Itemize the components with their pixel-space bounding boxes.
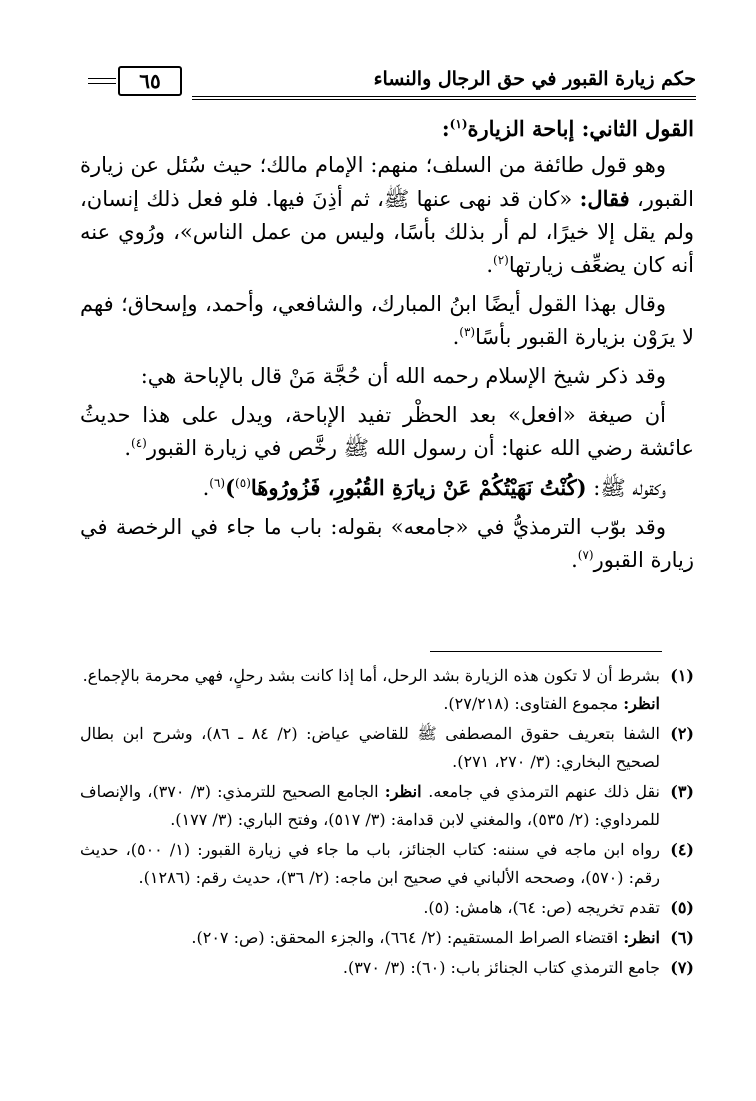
footnote-number: (٤)	[670, 840, 694, 859]
footnote-ref: (٤)	[131, 436, 147, 450]
header-rule	[192, 96, 696, 97]
footnotes	[80, 662, 694, 984]
footnote-number: (٥)	[670, 898, 694, 917]
footnote-number: (٣)	[670, 782, 694, 801]
footnote-ref: (٧)	[577, 548, 594, 562]
page-number: ٦٥	[118, 66, 182, 96]
main-text	[80, 112, 694, 583]
footnote: (٦) انظر: اقتضاء الصراط المستقيم: (٢/ ٦٦٤)، والجزء المحقق: (ص: ٢٠٧).	[80, 924, 694, 952]
paragraph: وهو قول طائفة من السلف؛ منهم: الإمام مالك؛ حيث سُئل عن زيارة القبور، فقال: «كان قد نهى عنها ﷺ، ثم أذِنَ فيها. فلو فعل ذلك إنسان، ولم يقل إلا خيرًا، لم أر بذلك بأسًا، وليس من عمل الناس»، ورُوي عنه أنه كان يضعِّف زيارتها$^{(٢)}$.	[80, 153, 694, 277]
footnote: (٥) تقدم تخريجه (ص: ٦٤)، هامش: (٥).	[80, 894, 694, 922]
paragraph-hadith: وكقوله ﷺ: (كُنْتُ نَهَيْتُكُمْ عَنْ زيارَةِ القُبُورِ، فَزُورُوهَا$^{(٥)}$)$^{(٦)}$.	[202, 475, 666, 500]
footnote: (١) بشرط أن لا تكون هذه الزيارة بشد الرحل، أما إذا كانت بشد رحلٍ، فهي محرمة بالإجماع. انظر: مجموع الفتاوى: (٢٧/٢١٨).	[80, 662, 694, 718]
footnote: (٧) جامع الترمذي كتاب الجنائز باب: (٦٠): (٣/ ٣٧٠).	[80, 954, 694, 982]
section-heading: القول الثاني: إباحة الزيارة$^{(١)}$:	[441, 116, 694, 141]
footnote-ref: (٦)	[209, 476, 226, 490]
footnote-number: (٧)	[670, 958, 694, 977]
footnote: (٢) الشفا بتعريف حقوق المصطفى ﷺ للقاضي عياض: (٢/ ٨٤ ـ ٨٦)، وشرح ابن بطال لصحيح البخاري: (٣/ ٢٧٠، ٢٧١).	[80, 720, 694, 776]
header-rule-inner	[192, 99, 696, 100]
footnote-ref: (٢)	[493, 253, 509, 267]
footnote: (٣) نقل ذلك عنهم الترمذي في جامعه. انظر: الجامع الصحيح للترمذي: (٣/ ٣٧٠)، والإنصاف للمرداوي: (٢/ ٥٣٥)، والمغني لابن قدامة: (٣/ ٥١٧)، وفتح الباري: (٣/ ١٧٧).	[80, 778, 694, 834]
footnote-number: (٦)	[670, 928, 694, 947]
footnote-separator	[430, 651, 662, 652]
left-rule-bottom	[88, 83, 116, 84]
footnote-number: (٢)	[670, 724, 694, 743]
left-rule-top	[88, 78, 116, 79]
footnote-ref: (٥)	[235, 476, 251, 490]
footnote-ref: (٣)	[459, 325, 476, 339]
paragraph: وقال بهذا القول أيضًا ابنُ المبارك، والشافعي، وأحمد، وإسحاق؛ فهم لا يرَوْن بزيارة القبور بأسًا$^{(٣)}$.	[80, 292, 694, 349]
paragraph: وقد بوّب الترمذيُّ في «جامعه» بقوله: باب ما جاء في الرخصة في زيارة القبور$^{(٧)}$.	[80, 515, 694, 572]
paragraph: أن صيغة «افعل» بعد الحظْر تفيد الإباحة، ويدل على هذا حديثُ عائشة رضي الله عنها: أن رسول الله ﷺ رخَّص في زيارة القبور$^{(٤)}$.	[80, 403, 694, 460]
paragraph: وقد ذكر شيخ الإسلام رحمه الله أن حُجَّة مَنْ قال بالإباحة هي:	[140, 364, 666, 388]
page-header	[88, 66, 696, 100]
hadith-quote: (كُنْتُ نَهَيْتُكُمْ عَنْ زيارَةِ القُبُورِ، فَزُورُوهَا	[250, 475, 587, 500]
footnote: (٤) رواه ابن ماجه في سننه: كتاب الجنائز، باب ما جاء في زيارة القبور: (١/ ٥٠٠)، حديث رقم: (٥٧٠)، وصححه الألباني في صحيح ابن ماجه: (٢/ ٣٦)، حديث رقم: (١٢٨٦).	[80, 836, 694, 892]
running-title: حكم زيارة القبور في حق الرجال والنساء	[373, 68, 696, 90]
footnote-number: (١)	[670, 666, 694, 685]
footnote-ref: (١)	[449, 117, 468, 131]
